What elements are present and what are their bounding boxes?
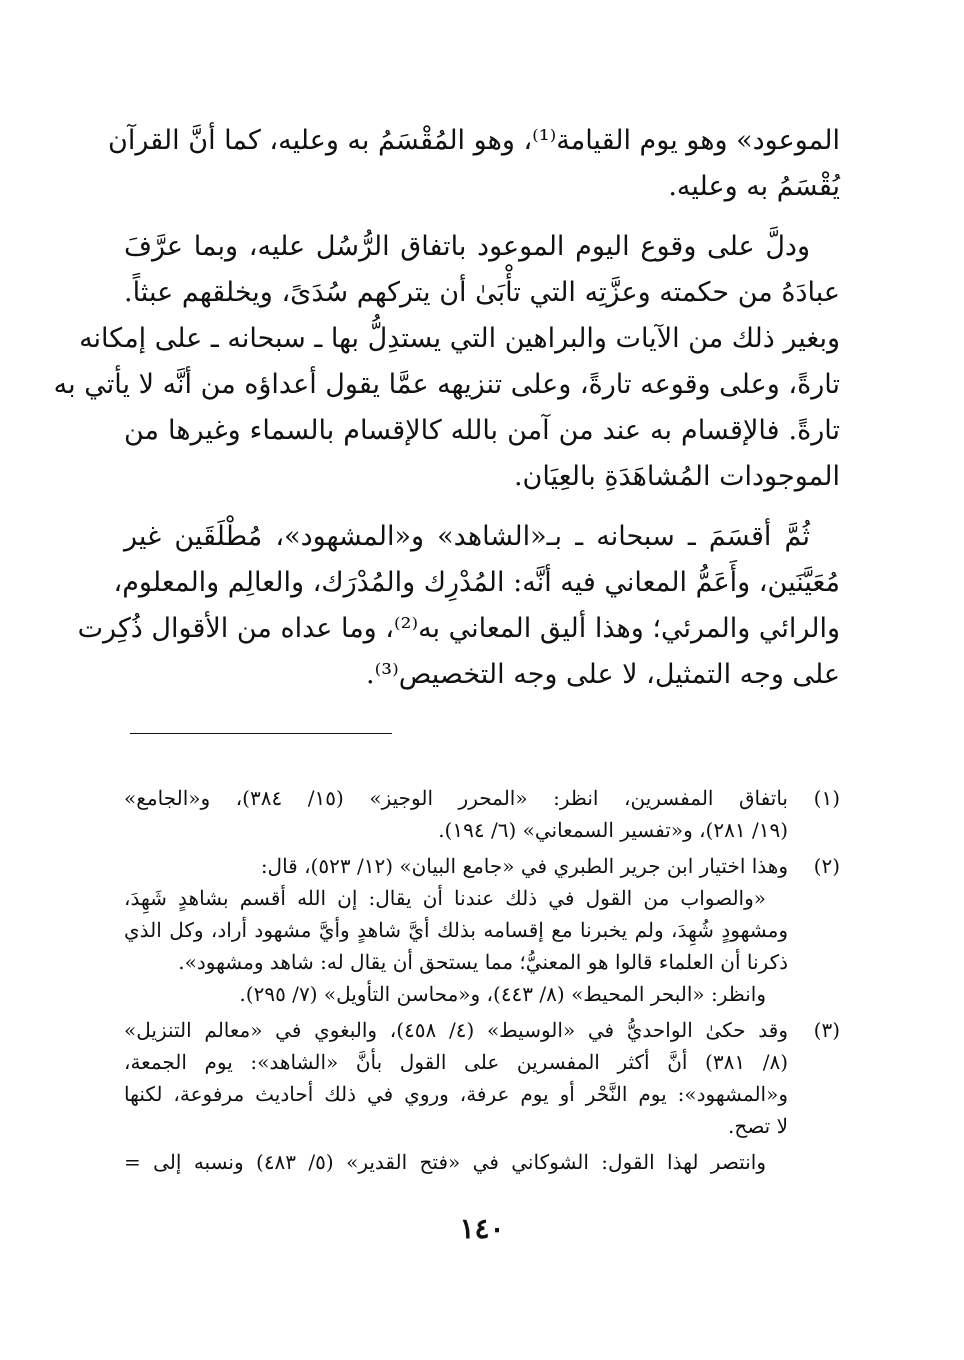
text-line: الموعود» وهو يوم القيامة⁽¹⁾، وهو المُقْسَمُ به وعليه، كما أنَّ القرآن: [108, 125, 840, 156]
text-line: الموجودات المُشاهَدَةِ بالعِيَان.: [513, 461, 840, 492]
quote-line: ومشهودٍ شُهِدَ، ولم يخبرنا مع إقسامه بذلك أيَّ شاهدٍ وأيَّ مشهود أراد، وكل الذي: [124, 918, 788, 942]
footnote-number: (٢): [813, 854, 840, 878]
footnote-line: وانتصر لهذا القول: الشوكاني في «فتح القدير» (٥/ ٤٨٣) ونسبه إلى =: [124, 1150, 766, 1174]
text-line: والرائي والمرئي؛ وهذا أليق المعاني به⁽²⁾، وما عداه من الأقوال ذُكِرت: [77, 613, 840, 644]
text-line: تارةً. فالإقسام به عند من آمن بالله كالإقسام بالسماء وغيرها من: [124, 415, 840, 446]
footnote-number: (٣): [813, 1018, 840, 1042]
footnote-line: باتفاق المفسرين، انظر: «المحرر الوجيز» (١٥/ ٣٨٤)، و«الجامع»: [124, 786, 788, 810]
footnote-line: (١٩/ ٢٨١)، و«تفسير السمعاني» (٦/ ١٩٤).: [438, 818, 788, 842]
footnote-3: [124, 1014, 840, 1142]
quote-line: ذكرنا أن العلماء قالوا هو المعنيُّ؛ مما يستحق أن يقال له: شاهد ومشهود».: [178, 950, 788, 974]
footnote-line: (٨/ ٣٨١) أنَّ أكثر المفسرين على القول بأنَّ «الشاهد»: يوم الجمعة،: [124, 1050, 788, 1074]
text-line: يُقْسَمُ به وعليه.: [668, 171, 840, 202]
text-line: عبادَهُ من حكمته وعزَّتِه التي تأْبَىٰ أن يتركهم سُدَىً، ويخلقهم عبثاً.: [124, 277, 840, 308]
text-line: مُعَيَّنَين، وأَعَمُّ المعاني فيه أنَّه: المُدْرِك والمُدْرَك، والعالِم والمعلوم،: [113, 567, 840, 598]
quote-line: «والصواب من القول في ذلك عندنا أن يقال: إن الله أقسم بشاهدٍ شَهِدَ،: [124, 886, 766, 910]
text-line: ودلَّ على وقوع اليوم الموعود باتفاق الرُّسُل عليه، وبما عرَّفَ: [124, 231, 810, 262]
text-line: تارةً، وعلى وقوعه تارةً، وعلى تنزيهه عمَّا يقول أعداؤه من أنَّه لا يأتي به: [53, 369, 840, 400]
footnote-line: لا تصح.: [728, 1114, 788, 1138]
footnote-line: وانظر: «البحر المحيط» (٨/ ٤٤٣)، و«محاسن التأويل» (٧/ ٢٩٥).: [239, 982, 766, 1006]
footnote-line: و«المشهود»: يوم النَّحْر أو يوم عرفة، وروي في ذلك أحاديث مرفوعة، لكنها: [124, 1082, 788, 1106]
paragraph-2: [53, 224, 840, 500]
footnotes: [124, 782, 840, 1178]
page-number: ١٤٠: [459, 1212, 505, 1245]
footnote-separator: [130, 733, 392, 734]
text-line: على وجه التمثيل، لا على وجه التخصيص⁽³⁾.: [366, 659, 840, 690]
footnote-1: [124, 782, 840, 846]
text-line: وبغير ذلك من الآيات والبراهين التي يستدِلُّ بها ـ سبحانه ـ على إمكانه: [79, 323, 840, 354]
text-line: ثُمَّ أقسَمَ ـ سبحانه ـ بـ«الشاهد» و«المشهود»، مُطْلَقَين غير: [124, 521, 810, 552]
paragraph-1: [108, 118, 840, 210]
paragraph-3: [77, 514, 840, 698]
footnote-continuation: [124, 1146, 840, 1178]
footnote-2: [124, 850, 840, 1010]
footnote-line: وقد حكىٰ الواحديُّ في «الوسيط» (٤/ ٤٥٨)، والبغوي في «معالم التنزيل»: [124, 1018, 789, 1042]
footnote-number: (١): [813, 786, 840, 810]
footnote-line: وهذا اختيار ابن جرير الطبري في «جامع البيان» (١٢/ ٥٢٣)، قال:: [260, 854, 788, 878]
main-text: [53, 118, 840, 712]
